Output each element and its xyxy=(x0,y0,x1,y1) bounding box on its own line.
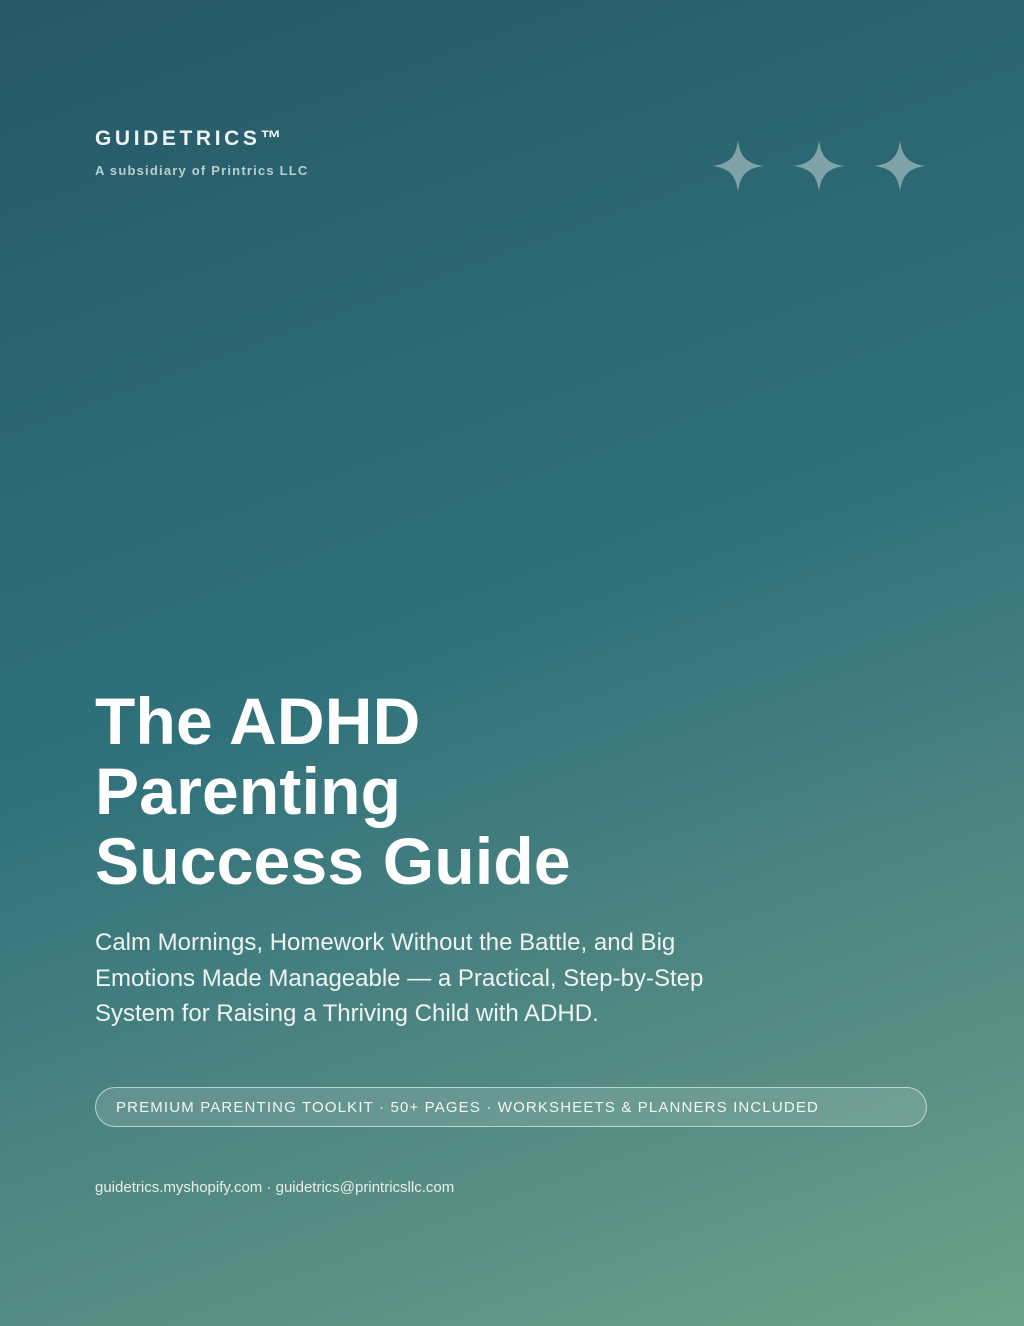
subtitle-line: Emotions Made Manageable — a Practical, Step-by-Step xyxy=(95,964,704,992)
feature-badge-text: PREMIUM PARENTING TOOLKIT · 50+ PAGES · WORKSHEETS & PLANNERS INCLUDED xyxy=(116,1098,819,1116)
sparkle-icon xyxy=(874,140,926,192)
sparkle-icon xyxy=(793,140,845,192)
brand-subsidiary: A subsidiary of Printrics LLC xyxy=(95,163,309,178)
brand-name: GUIDETRICS™ xyxy=(95,127,286,150)
title-line: Success Guide xyxy=(95,824,571,898)
subtitle-line: Calm Mornings, Homework Without the Battle, and Big xyxy=(95,929,676,956)
title-line: The ADHD xyxy=(95,684,421,758)
book-subtitle xyxy=(95,925,795,1032)
feature-badge xyxy=(95,1087,927,1127)
book-title xyxy=(95,686,855,896)
contact-line: guidetrics.myshopify.com · guidetrics@printricsllc.com xyxy=(95,1179,455,1196)
subtitle-line: System for Raising a Thriving Child with ADHD. xyxy=(95,1000,599,1027)
sparkle-icon xyxy=(712,140,764,192)
title-line: Parenting xyxy=(95,754,402,828)
sparkle-decoration xyxy=(712,140,926,194)
brand-block xyxy=(95,127,308,179)
